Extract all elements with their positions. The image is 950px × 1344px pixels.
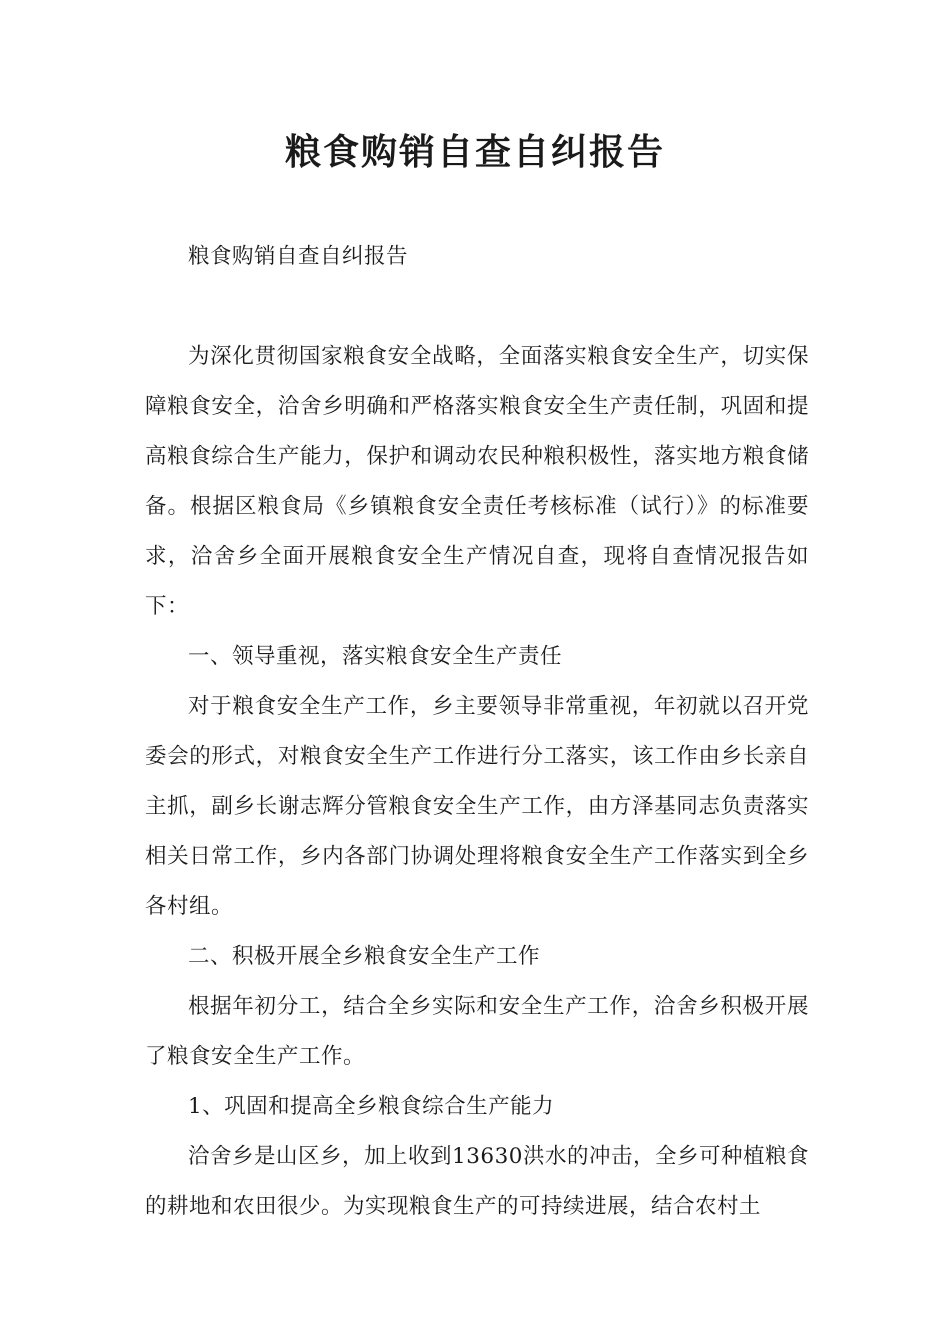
section-heading-2: 二、积极开展全乡粮食安全生产工作 xyxy=(188,944,541,969)
document-title: 粮食购销自查自纠报告 xyxy=(284,132,665,173)
paragraph-leadership: 对于粮食安全生产工作，乡主要领导非常重视，年初就以召开党委会的形式，对粮食安全生产工作进行分工落实，该工作由乡长亲自主抓，副乡长谢志辉分管粮食安全生产工作，由方泽基同志负责落实相关日常工作，乡内各部门协调处理将粮食安全生产工作落实到全乡各村组。 xyxy=(145,694,809,919)
document-subtitle: 粮食购销自查自纠报告 xyxy=(188,244,409,269)
subsection-heading-1: 1、巩固和提高全乡粮食综合生产能力 xyxy=(188,1094,555,1119)
paragraph-work: 根据年初分工，结合全乡实际和安全生产工作，洽舍乡积极开展了粮食安全生产工作。 xyxy=(145,994,809,1069)
document-body xyxy=(145,232,809,1232)
paragraph-intro: 为深化贯彻国家粮食安全战略，全面落实粮食安全生产，切实保障粮食安全，洽舍乡明确和严格落实粮食安全生产责任制，巩固和提高粮食综合生产能力，保护和调动农民种粮积极性，落实地方粮食储备。根据区粮食局《乡镇粮食安全责任考核标准（试行）》的标准要求，洽舍乡全面开展粮食安全生产情况自查，现将自查情况报告如下： xyxy=(145,344,809,619)
section-heading-1: 一、领导重视，落实粮食安全生产责任 xyxy=(188,644,563,669)
paragraph-capacity: 洽舍乡是山区乡，加上收到13630洪水的冲击，全乡可种植粮食的耕地和农田很少。为实现粮食生产的可持续进展，结合农村土 xyxy=(145,1144,809,1219)
